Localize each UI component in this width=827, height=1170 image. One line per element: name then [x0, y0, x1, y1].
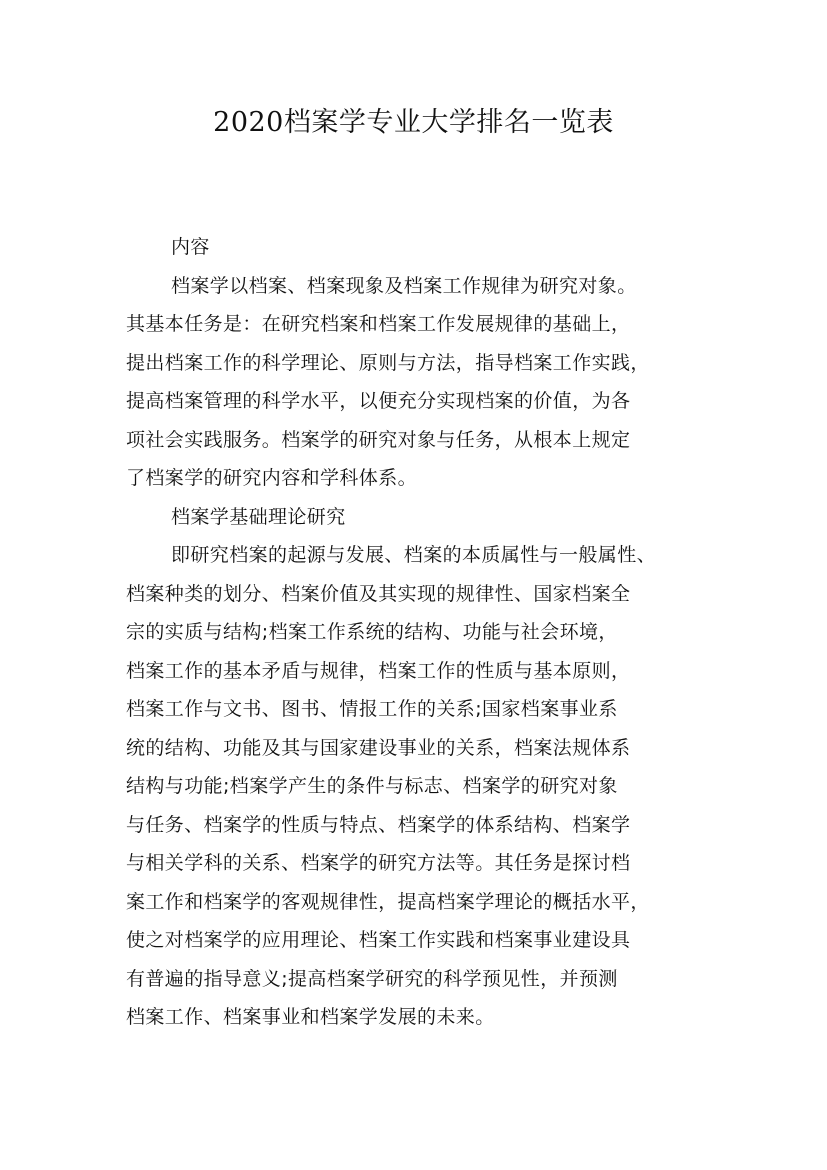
text-line: 档案工作、档案事业和档案学发展的未来。 — [126, 1006, 495, 1028]
text-line: 统的结构、功能及其与国家建设事业的关系，档案法规体系 — [126, 736, 631, 759]
text-line: 提出档案工作的科学理论、原则与方法，指导档案工作实践， — [126, 351, 650, 374]
text-line: 档案学基础理论研究 — [171, 505, 346, 528]
text-line: 项社会实践服务。档案学的研究对象与任务，从根本上规定 — [126, 428, 631, 451]
text-line: 档案学以档案、档案现象及档案工作规律为研究对象。 — [171, 274, 637, 297]
text-line: 内容 — [171, 236, 210, 258]
text-line: 即研究档案的起源与发展、档案的本质属性与一般属性、 — [171, 544, 657, 566]
text-line: 了档案学的研究内容和学科体系。 — [126, 467, 418, 489]
text-line: 其基本任务是：在研究档案和档案工作发展规律的基础上， — [126, 313, 631, 335]
text-line: 案工作和档案学的客观规律性，提高档案学理论的概括水平， — [126, 890, 650, 913]
text-line: 与任务、档案学的性质与特点、档案学的体系结构、档案学 — [126, 813, 631, 836]
text-line: 结构与功能;档案学产生的条件与标志、档案学的研究对象 — [126, 775, 618, 797]
text-line: 档案工作的基本矛盾与规律，档案工作的性质与基本原则， — [126, 659, 631, 682]
document-title: 2020档案学专业大学排名一览表 — [213, 107, 614, 138]
text-line: 档案工作与文书、图书、情报工作的关系;国家档案事业系 — [126, 698, 618, 720]
text-line: 档案种类的划分、档案价值及其实现的规律性、国家档案全 — [126, 582, 631, 605]
text-line: 与相关学科的关系、档案学的研究方法等。其任务是探讨档 — [126, 852, 631, 874]
text-line: 宗的实质与结构;档案工作系统的结构、功能与社会环境， — [126, 621, 618, 643]
text-line: 提高档案管理的科学水平，以便充分实现档案的价值，为各 — [126, 390, 631, 412]
text-line: 使之对档案学的应用理论、档案工作实践和档案事业建设具 — [126, 929, 631, 951]
text-line: 有普遍的指导意义;提高档案学研究的科学预见性，并预测 — [126, 967, 618, 990]
document-body — [126, 228, 714, 1037]
